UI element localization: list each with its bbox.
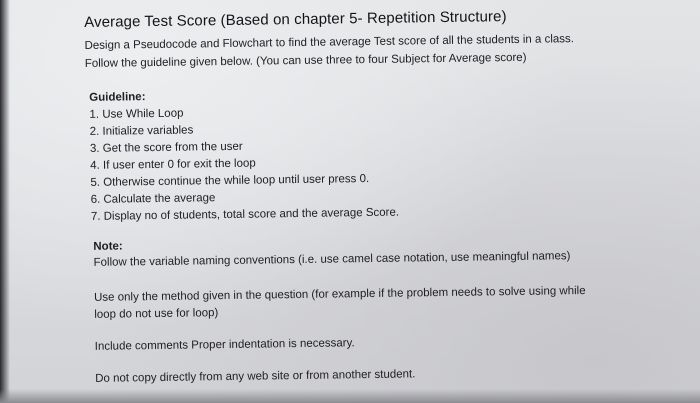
intro-line-2: Follow the guideline given below. (You can use three to four Subject for Average score) [84,51,527,70]
note-line-5: Do not copy directly from any web site or from another student. [95,368,416,385]
document-title: Average Test Score (Based on chapter 5- Repetition Structure) [84,8,507,31]
bottom-shadow [0,389,700,403]
note-line-3: loop do not use for loop) [94,307,219,321]
assignment-document [82,0,682,385]
note-line-4: Include comments Proper indentation is necessary. [94,337,355,353]
guideline-item-4: 4. If user enter 0 for exit the loop [90,157,256,172]
guideline-item-7: 7. Display no of students, total score and the average Score. [90,206,400,223]
note-heading: Note: [93,240,123,253]
screen-bezel-shadow [0,0,10,403]
guideline-item-6: 6. Calculate the average [90,192,216,206]
guideline-item-1: 1. Use While Loop [89,107,184,121]
guideline-item-3: 3. Get the score from the user [89,140,243,155]
note-line-2: Use only the method given in the question (for example if the problem needs to solve using while [93,284,586,304]
guideline-heading: Guideline: [89,91,146,104]
guideline-item-2: 2. Initialize variables [89,124,194,138]
intro-line-1: Design a Pseudocode and Flowchart to find the average Test score of all the students in a class. [84,33,575,52]
guideline-item-5: 5. Otherwise continue the while loop until user press 0. [90,173,370,189]
note-line-1: Follow the variable naming conventions (i.e. use camel case notation, use meaningful names) [93,250,571,269]
